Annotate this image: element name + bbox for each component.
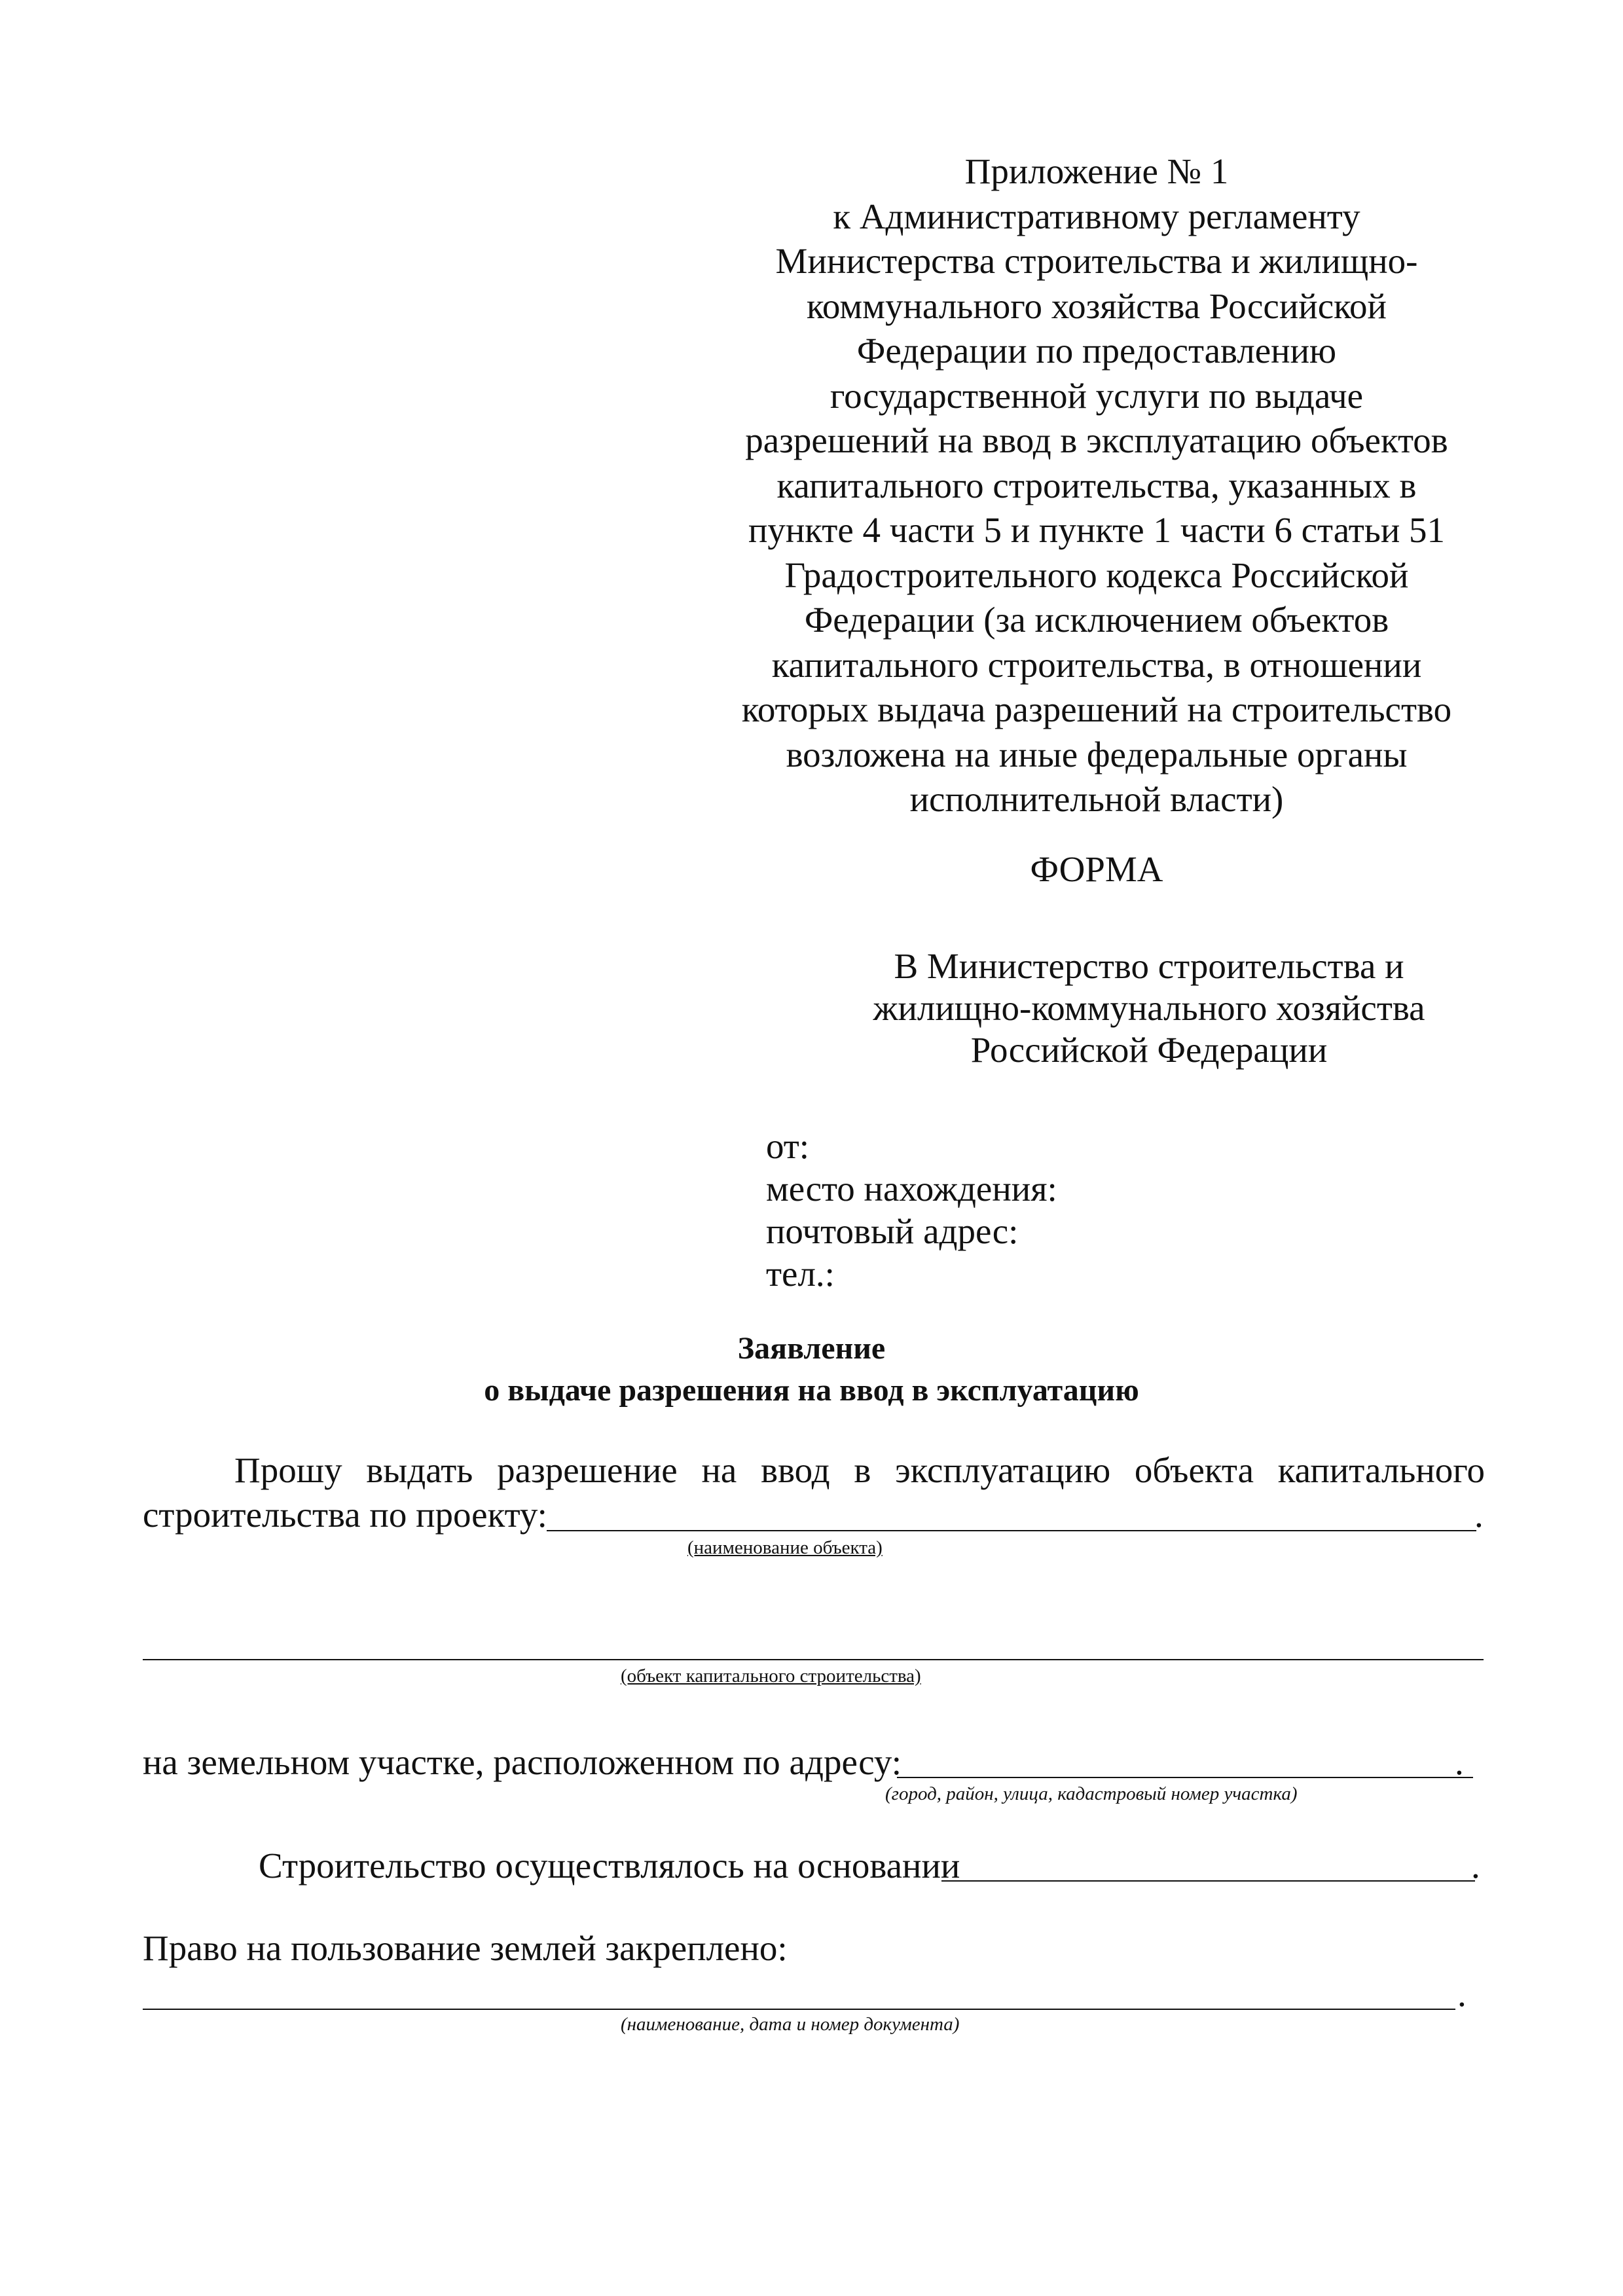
caption-object-name: (наименование объекта) — [687, 1537, 883, 1558]
land-right-document-field[interactable] — [143, 2009, 1455, 2010]
appendix-line: пункте 4 части 5 и пункте 1 части 6 статьи 51 — [748, 510, 1446, 550]
period: . — [1457, 1974, 1467, 2014]
appendix-line: коммунального хозяйства Российской — [807, 285, 1387, 326]
recipient-line: Российской Федерации — [970, 1030, 1328, 1070]
sender-location-label: место нахождения: — [766, 1169, 1057, 1209]
appendix-line: исполнительной власти) — [909, 779, 1284, 819]
appendix-line: Федерации по предоставлению — [856, 331, 1337, 371]
address-field[interactable] — [897, 1777, 1473, 1778]
project-name-field[interactable] — [547, 1530, 1476, 1531]
construction-basis-field[interactable] — [941, 1880, 1475, 1882]
sender-postal-label: почтовый адрес: — [766, 1211, 1019, 1251]
period: . — [1455, 1742, 1464, 1782]
recipient-line: жилищно-коммунального хозяйства — [873, 988, 1425, 1028]
appendix-line: Приложение № 1 — [964, 151, 1229, 191]
sender-phone-label: тел.: — [766, 1254, 835, 1294]
appendix-line: Федерации (за исключением объектов — [804, 600, 1389, 640]
request-text-line1: Прошу выдать разрешение на ввод в эксплуатацию объекта капитального — [234, 1450, 1485, 1490]
appendix-line: капитального строительства, указанных в — [776, 465, 1417, 505]
recipient-block — [786, 945, 1512, 1071]
period: . — [1474, 1495, 1484, 1535]
construction-basis-label: Строительство осуществлялось на основании — [259, 1846, 960, 1886]
appendix-line: возложена на иные федеральные органы — [786, 734, 1408, 774]
period: . — [1471, 1846, 1480, 1886]
request-text-line2: строительства по проекту: — [143, 1495, 547, 1535]
sender-from-label: от: — [766, 1126, 810, 1166]
appendix-line: капитального строительства, в отношении — [771, 644, 1422, 685]
land-plot-label: на земельном участке, расположенном по адресу: — [143, 1742, 902, 1782]
appendix-line: Градостроительного кодекса Российской — [784, 555, 1409, 595]
caption-address: (город, район, улица, кадастровый номер участка) — [885, 1783, 1298, 1804]
appendix-line: которых выдача разрешений на строительство — [741, 689, 1452, 729]
caption-document: (наименование, дата и номер документа) — [621, 2014, 960, 2035]
appendix-line: к Административному регламенту — [833, 196, 1360, 236]
appendix-line: разрешений на ввод в эксплуатацию объектов — [745, 420, 1448, 460]
appendix-line: государственной услуги по выдаче — [830, 375, 1364, 416]
sender-block — [766, 1125, 1057, 1295]
appendix-line: Министерства строительства и жилищно- — [775, 241, 1418, 281]
caption-capital-object: (объект капитального строительства) — [621, 1666, 921, 1686]
capital-object-field[interactable] — [143, 1659, 1484, 1660]
form-label: ФОРМА — [1030, 849, 1163, 889]
application-title: Заявление — [737, 1331, 886, 1366]
land-right-label: Право на пользование землей закреплено: — [143, 1928, 788, 1968]
application-subtitle: о выдаче разрешения на ввод в эксплуатацию — [484, 1373, 1139, 1408]
appendix-header — [707, 149, 1486, 822]
recipient-line: В Министерство строительства и — [894, 946, 1404, 986]
